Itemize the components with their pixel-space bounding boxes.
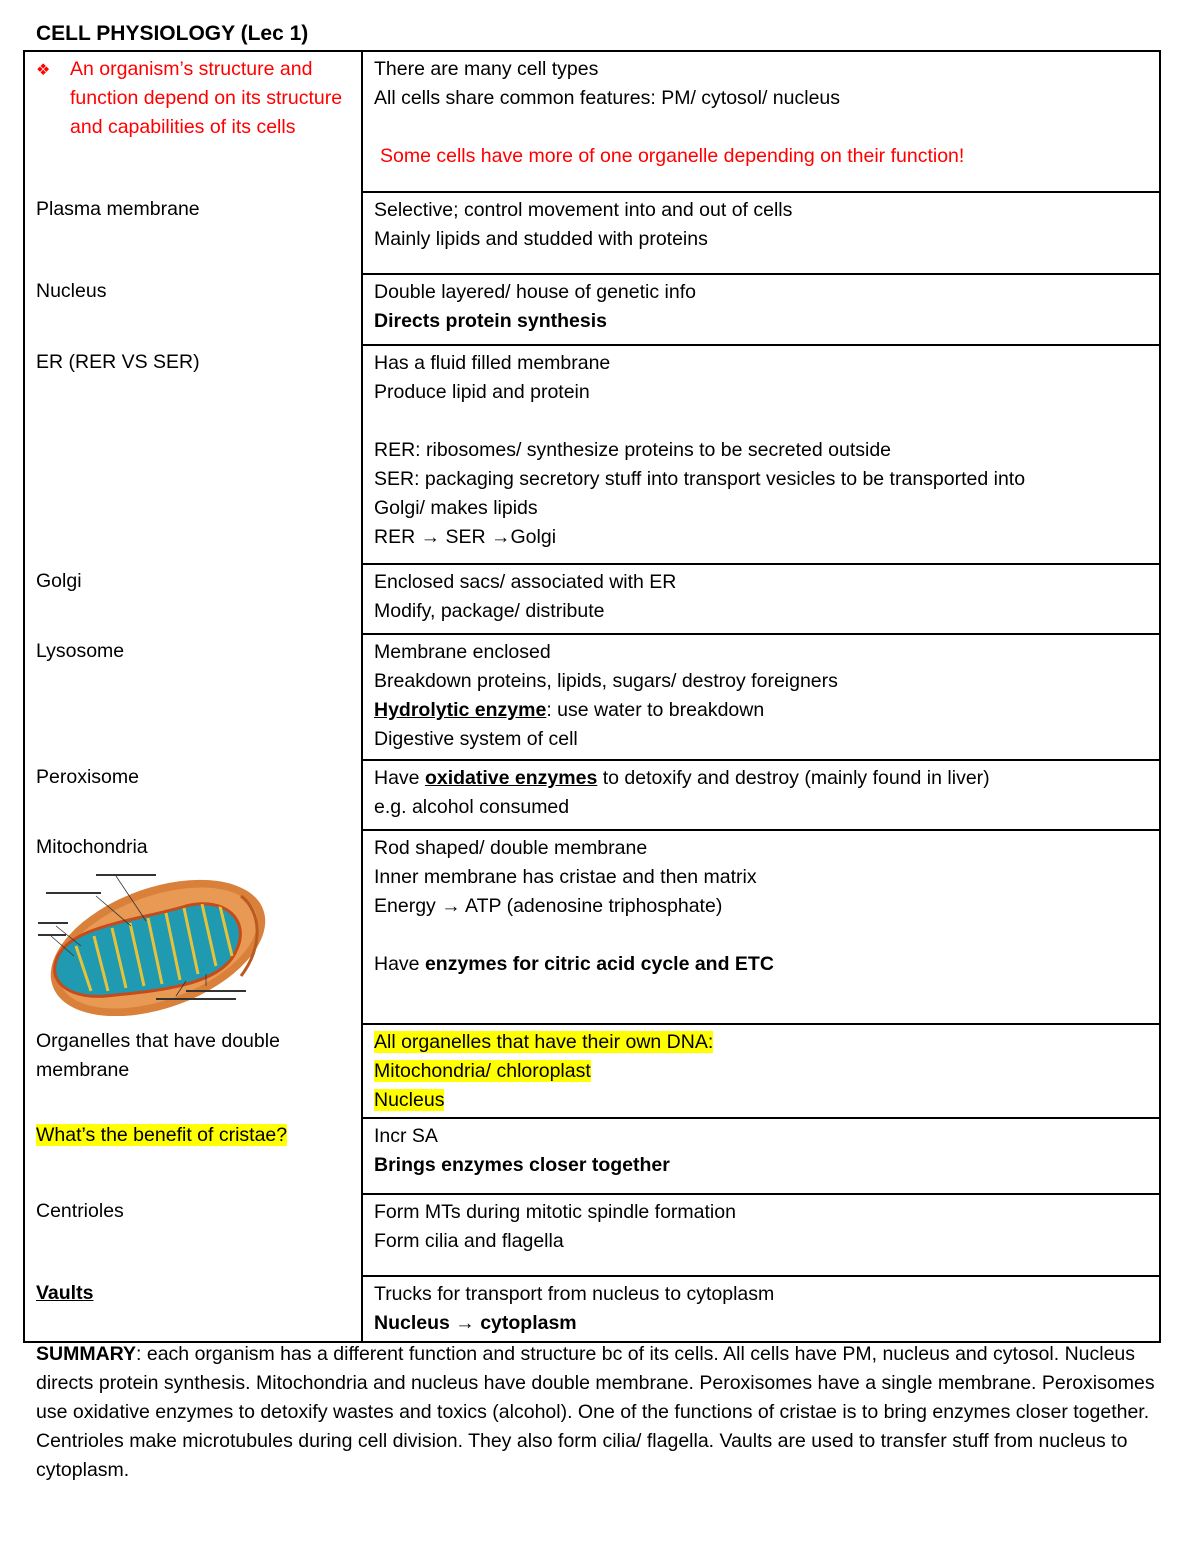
term-vaults: Vaults: [36, 1282, 94, 1304]
term-double-membrane: Organelles that have double membrane: [36, 1030, 280, 1081]
mito-line-4: Have enzymes for citric acid cycle and ETC: [374, 953, 774, 975]
citric-acid-enzymes: enzymes for citric acid cycle and ETC: [424, 953, 774, 975]
er-line-1: Has a fluid filled membrane: [374, 352, 611, 374]
mitochondrion-diagram-icon: [36, 866, 276, 1016]
term-golgi: Golgi: [36, 570, 82, 592]
table-row: [24, 760, 1160, 830]
er-line-5: Golgi/ makes lipids: [374, 497, 538, 519]
golgi-line-2: Modify, package/ distribute: [374, 600, 605, 622]
term-centrioles: Centrioles: [36, 1200, 124, 1222]
summary-text: : each organism has a different function and structure bc of its cells. All cells have PM, nucleus and cytosol. Nucleus directs protein synthesis. Mitochondria and nucleus have double membrane. Peroxisomes have a single membrane. Peroxisomes use oxidative enzymes to detoxify wastes and toxics (alcohol). One of the functions of cristae is to bring enzymes closer together. Centrioles make microtubules during cell division. They also form cilia/ flagella. Vaults are used to transfer stuff from nucleus to cytoplasm.: [36, 1343, 1155, 1481]
mito-line-2: Inner membrane has cristae and then matrix: [374, 866, 757, 888]
definition-cell: [362, 1118, 1160, 1194]
term-plasma-membrane: Plasma membrane: [36, 198, 200, 220]
term-cell: [24, 192, 362, 274]
peroxisome-line-1: Have oxidative enzymes to detoxify and destroy (mainly found in liver): [374, 767, 990, 789]
term-cell: [24, 634, 362, 760]
table-row: [24, 345, 1160, 564]
er-line-3: RER: ribosomes/ synthesize proteins to be secreted outside: [374, 439, 892, 461]
er-line-6: RER → SER →Golgi: [374, 526, 557, 548]
table-row: [24, 51, 1160, 192]
term-cell: [24, 345, 362, 564]
mito-line-1: Rod shaped/ double membrane: [374, 837, 648, 859]
term-cell: [24, 1024, 362, 1118]
table-row: [24, 1194, 1160, 1276]
lysosome-line-4: Digestive system of cell: [374, 728, 578, 750]
table-row: [24, 1276, 1160, 1342]
intro-line-1: There are many cell types: [374, 58, 599, 80]
centrioles-line-2: Form cilia and flagella: [374, 1230, 564, 1252]
definition-cell: [362, 345, 1160, 564]
term-cell: [24, 274, 362, 345]
nucleus-line-1: Double layered/ house of genetic info: [374, 281, 696, 303]
term-cell: [24, 1276, 362, 1342]
term-cell: [24, 760, 362, 830]
double-line-1: All organelles that have their own DNA:: [374, 1031, 714, 1053]
lysosome-line-2: Breakdown proteins, lipids, sugars/ destroy foreigners: [374, 670, 838, 692]
vaults-line-1: Trucks for transport from nucleus to cytoplasm: [374, 1283, 775, 1305]
term-lysosome: Lysosome: [36, 640, 125, 662]
term-er: ER (RER VS SER): [36, 351, 200, 373]
cristae-line-2: Brings enzymes closer together: [374, 1154, 670, 1176]
mito-line-3: Energy → ATP (adenosine triphosphate): [374, 895, 723, 917]
intro-bullet: [36, 55, 351, 142]
summary-label: SUMMARY: [36, 1343, 137, 1365]
table-row: [24, 1118, 1160, 1194]
term-cristae-question: What’s the benefit of cristae?: [36, 1124, 288, 1146]
hydrolytic-enzyme-desc: : use water to breakdown: [546, 699, 765, 721]
summary-paragraph: [36, 1340, 1166, 1485]
table-row: [24, 564, 1160, 634]
intro-line-2: All cells share common features: PM/ cytosol/ nucleus: [374, 87, 841, 109]
er-line-2: Produce lipid and protein: [374, 381, 590, 403]
term-cell: [24, 564, 362, 634]
definition-cell: [362, 634, 1160, 760]
intro-term: An organism’s structure and function depend on its structure and capabilities of its cells: [70, 58, 343, 138]
golgi-line-1: Enclosed sacs/ associated with ER: [374, 571, 677, 593]
notes-table: [23, 50, 1161, 1343]
definition-cell: [362, 830, 1160, 1024]
table-row: [24, 830, 1160, 1024]
lysosome-line-1: Membrane enclosed: [374, 641, 551, 663]
term-cell: [24, 1118, 362, 1194]
peroxisome-line-2: e.g. alcohol consumed: [374, 796, 570, 818]
definition-cell: [362, 192, 1160, 274]
hydrolytic-enzyme-term: Hydrolytic enzyme: [374, 699, 547, 721]
cristae-line-1: Incr SA: [374, 1125, 438, 1147]
table-row: [24, 634, 1160, 760]
nucleus-line-2: Directs protein synthesis: [374, 310, 607, 332]
lysosome-line-3: [374, 696, 1149, 725]
table-row: [24, 274, 1160, 345]
double-line-2: Mitochondria/ chloroplast: [374, 1060, 591, 1082]
term-cell: [24, 1194, 362, 1276]
term-cell: [24, 51, 362, 192]
double-line-3: Nucleus: [374, 1089, 445, 1111]
definition-cell: [362, 1024, 1160, 1118]
plasma-line-2: Mainly lipids and studded with proteins: [374, 228, 708, 250]
definition-cell: [362, 564, 1160, 634]
er-line-4: SER: packaging secretory stuff into transport vesicles to be transported into: [374, 468, 1026, 490]
term-peroxisome: Peroxisome: [36, 766, 139, 788]
term-cell: [24, 830, 362, 1024]
term-mitochondria: Mitochondria: [36, 836, 148, 858]
centrioles-line-1: Form MTs during mitotic spindle formation: [374, 1201, 736, 1223]
table-row: [24, 192, 1160, 274]
diamond-bullet-icon: ❖: [36, 62, 51, 79]
intro-highlight: Some cells have more of one organelle depending on their function!: [380, 145, 965, 167]
plasma-line-1: Selective; control movement into and out of cells: [374, 199, 793, 221]
vaults-line-2: Nucleus → cytoplasm: [374, 1312, 577, 1334]
definition-cell: [362, 274, 1160, 345]
term-nucleus: Nucleus: [36, 280, 107, 302]
table-row: [24, 1024, 1160, 1118]
definition-cell: [362, 1276, 1160, 1342]
oxidative-enzymes-term: oxidative enzymes: [424, 767, 598, 789]
definition-cell: [362, 760, 1160, 830]
definition-cell: [362, 51, 1160, 192]
definition-cell: [362, 1194, 1160, 1276]
page-title: CELL PHYSIOLOGY (Lec 1): [36, 22, 309, 45]
